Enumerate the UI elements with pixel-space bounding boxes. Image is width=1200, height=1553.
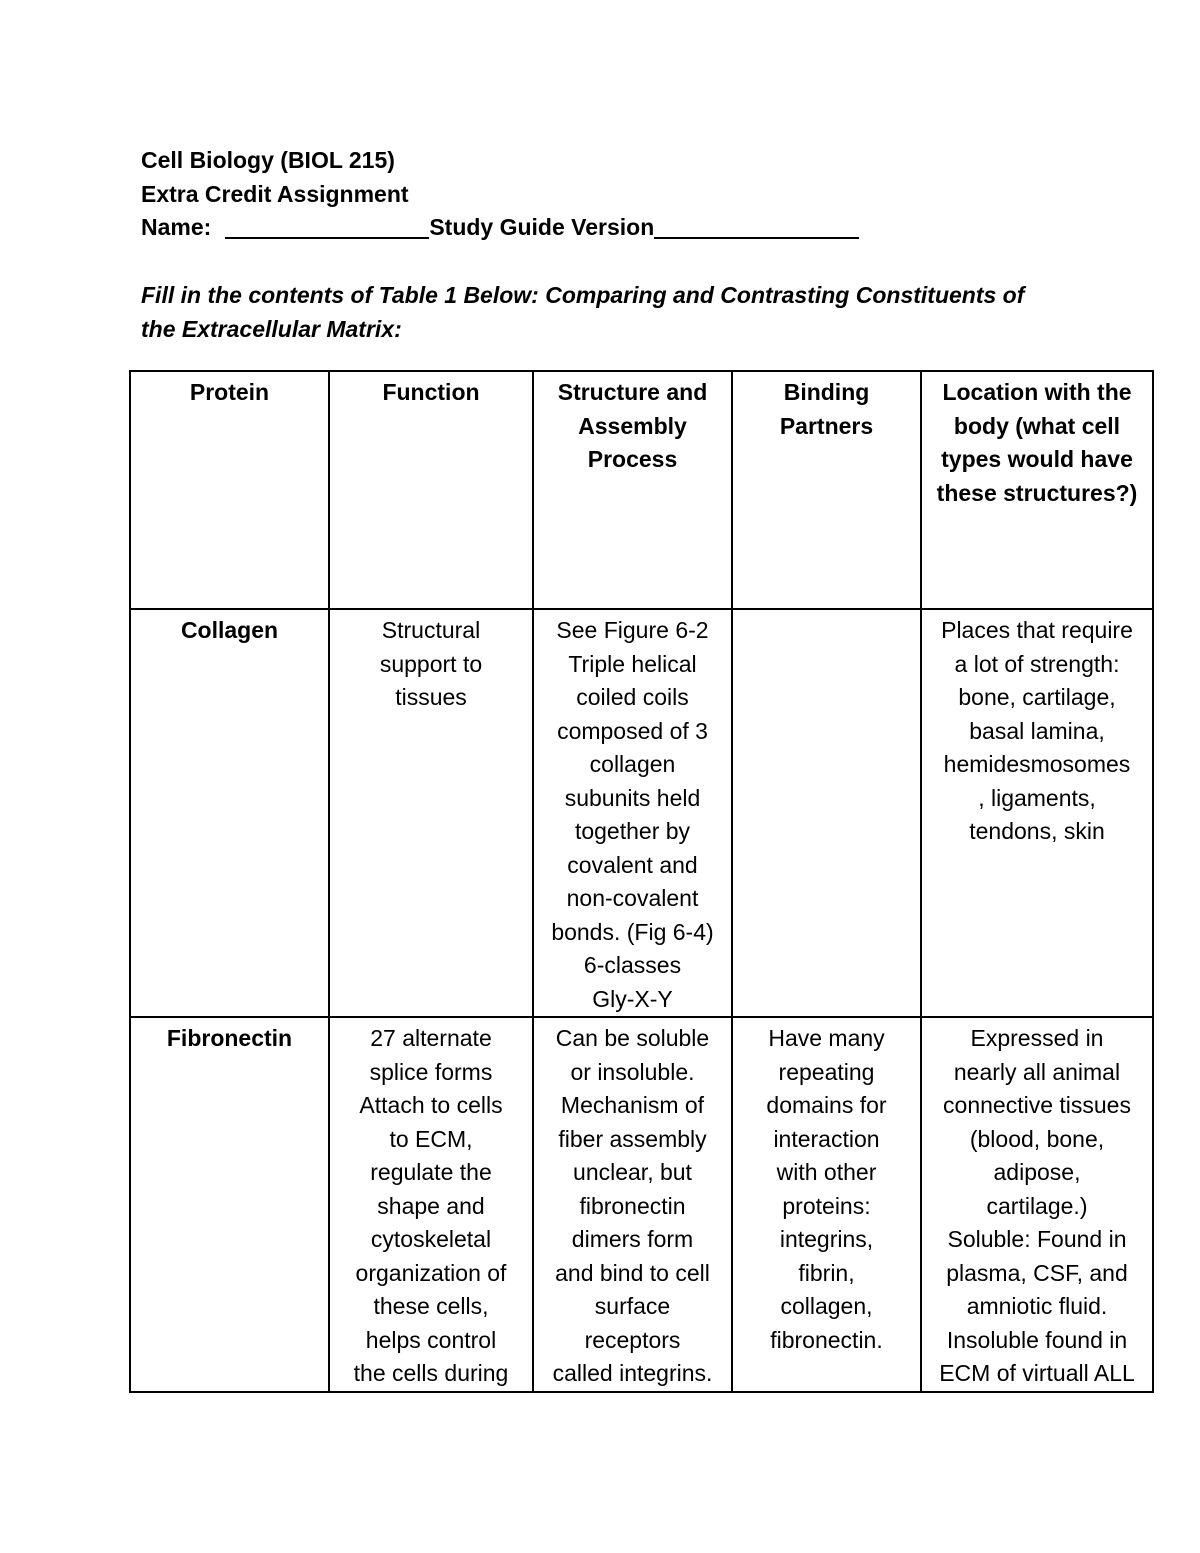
- cell-text-line: Binding: [783, 379, 870, 405]
- name-line: [141, 211, 859, 245]
- cell-text-line: types would have: [941, 446, 1133, 472]
- cell-text-line: integrins,: [779, 1226, 874, 1252]
- cell-protein: Collagen: [130, 609, 329, 1017]
- cell-text-line: 6-classes: [583, 952, 682, 978]
- instructions: [141, 279, 1101, 346]
- cell-text-line: dimers form: [571, 1226, 694, 1252]
- cell-text-line: called integrins.: [552, 1360, 713, 1386]
- cell-text-line: tendons, skin: [969, 818, 1105, 844]
- cell-text-line: repeating: [778, 1058, 875, 1085]
- instructions-line-2: the Extracellular Matrix:: [141, 315, 402, 342]
- header-binding-partners: [732, 371, 921, 609]
- cell-text-line: tissues: [395, 684, 467, 710]
- cell-text-line: ECM of virtuall ALL: [939, 1360, 1135, 1386]
- cell-text-line: surface: [594, 1293, 671, 1319]
- cell-text-line: these cells,: [373, 1293, 489, 1319]
- cell-text-line: a lot of strength:: [954, 650, 1120, 677]
- cell-text-line: Location with the: [942, 379, 1132, 405]
- cell-text-line: receptors: [584, 1326, 681, 1353]
- cell-function[interactable]: [329, 609, 533, 1017]
- cell-text-line: and bind to cell: [555, 1259, 710, 1286]
- cell-structure[interactable]: [533, 609, 732, 1017]
- cell-text-line: bone, cartilage,: [958, 684, 1116, 710]
- cell-text-line: organization of: [355, 1259, 507, 1286]
- cell-text-line: bonds. (Fig 6-4): [551, 918, 714, 945]
- cell-text-line: these structures?): [936, 479, 1138, 506]
- cell-text-line: nearly all animal: [953, 1058, 1121, 1085]
- cell-text-line: Have many: [768, 1025, 885, 1051]
- cell-text-line: support to: [379, 650, 483, 677]
- cell-text-line: regulate the: [370, 1159, 492, 1185]
- instructions-line-1: Fill in the contents of Table 1 Below: Comparing and Contrasting Constituents of: [141, 282, 1025, 308]
- cell-text-line: with other: [776, 1159, 877, 1185]
- cell-text-line: Function: [382, 379, 480, 405]
- cell-text-line: Triple helical: [568, 650, 697, 677]
- cell-text-line: fibronectin.: [770, 1326, 883, 1353]
- cell-text-line: 27 alternate: [370, 1025, 492, 1051]
- header-function: [329, 371, 533, 609]
- document-header: [141, 144, 859, 245]
- cell-binding-partners[interactable]: [732, 609, 921, 1017]
- cell-text-line: Attach to cells: [359, 1092, 503, 1118]
- cell-text-line: Protein: [189, 379, 270, 405]
- cell-text-line: Partners: [779, 412, 874, 439]
- cell-text-line: cytoskeletal: [370, 1226, 492, 1252]
- cell-text-line: adipose,: [993, 1159, 1081, 1185]
- cell-text-line: non-covalent: [566, 885, 699, 911]
- cell-text-line: the cells during: [353, 1360, 509, 1386]
- cell-text-line: plasma, CSF, and: [946, 1259, 1128, 1286]
- cell-text-line: shape and: [377, 1192, 485, 1219]
- cell-text-line: basal lamina,: [969, 717, 1105, 744]
- cell-text-line: together by: [574, 818, 691, 844]
- cell-text-line: Mechanism of: [560, 1092, 705, 1118]
- cell-text-line: amniotic fluid.: [966, 1293, 1108, 1319]
- table-header-row: [130, 371, 1153, 609]
- cell-structure[interactable]: [533, 1017, 732, 1392]
- cell-text-line: subunits held: [564, 784, 701, 811]
- cell-text-line: or insoluble.: [570, 1058, 695, 1085]
- cell-text-line: cartilage.): [986, 1192, 1088, 1219]
- table-row: [130, 609, 1153, 1017]
- cell-text-line: collagen: [589, 751, 676, 777]
- ecm-comparison-table: [129, 370, 1154, 1393]
- cell-function[interactable]: [329, 1017, 533, 1392]
- cell-text-line: Structure and: [557, 379, 708, 405]
- cell-text-line: fibrin,: [798, 1259, 855, 1286]
- cell-text-line: fibronectin: [579, 1192, 686, 1219]
- version-label: Study Guide Version: [429, 214, 655, 240]
- cell-text-line: coiled coils: [576, 684, 689, 710]
- cell-text-line: composed of 3: [557, 717, 708, 744]
- cell-text-line: Expressed in: [970, 1025, 1104, 1051]
- assignment-title: Extra Credit Assignment: [141, 180, 409, 207]
- cell-text-line: connective tissues: [943, 1092, 1131, 1118]
- cell-text-line: Insoluble found in: [946, 1326, 1128, 1353]
- cell-text-line: Process: [587, 446, 678, 472]
- cell-text-line: covalent and: [567, 851, 698, 878]
- cell-location[interactable]: [921, 1017, 1153, 1392]
- version-blank[interactable]: [654, 215, 859, 239]
- cell-text-line: helps control: [365, 1326, 497, 1353]
- cell-text-line: Can be soluble: [555, 1025, 710, 1051]
- cell-text-line: collagen,: [780, 1293, 873, 1319]
- cell-text-line: See Figure 6-2: [556, 617, 709, 643]
- cell-text-line: unclear, but: [573, 1159, 692, 1185]
- cell-binding-partners[interactable]: [732, 1017, 921, 1392]
- header-protein: [130, 371, 329, 609]
- cell-text-line: Gly-X-Y: [592, 985, 673, 1012]
- cell-text-line: Places that require: [941, 617, 1133, 643]
- cell-text-line: Assembly: [578, 412, 687, 439]
- cell-text-line: splice forms: [369, 1058, 493, 1085]
- cell-text-line: Structural: [381, 617, 481, 643]
- cell-text-line: Soluble: Found in: [947, 1226, 1127, 1252]
- name-label: Name:: [141, 214, 212, 240]
- cell-text-line: (blood, bone,: [969, 1125, 1105, 1152]
- name-blank[interactable]: [225, 215, 429, 239]
- cell-protein: Fibronectin: [130, 1017, 329, 1392]
- cell-text-line: hemidesmosomes: [943, 751, 1131, 777]
- cell-text-line: proteins:: [782, 1192, 871, 1219]
- cell-text-line: interaction: [773, 1125, 880, 1152]
- course-title: Cell Biology (BIOL 215): [141, 147, 395, 173]
- cell-text-line: , ligaments,: [978, 784, 1096, 811]
- cell-text-line: body (what cell: [953, 412, 1121, 439]
- table-row: [130, 1017, 1153, 1392]
- header-structure: [533, 371, 732, 609]
- cell-location[interactable]: [921, 609, 1153, 1017]
- cell-text-line: domains for: [766, 1092, 887, 1118]
- cell-text-line: to ECM,: [389, 1125, 473, 1152]
- header-location: [921, 371, 1153, 609]
- cell-text-line: fiber assembly: [558, 1125, 707, 1152]
